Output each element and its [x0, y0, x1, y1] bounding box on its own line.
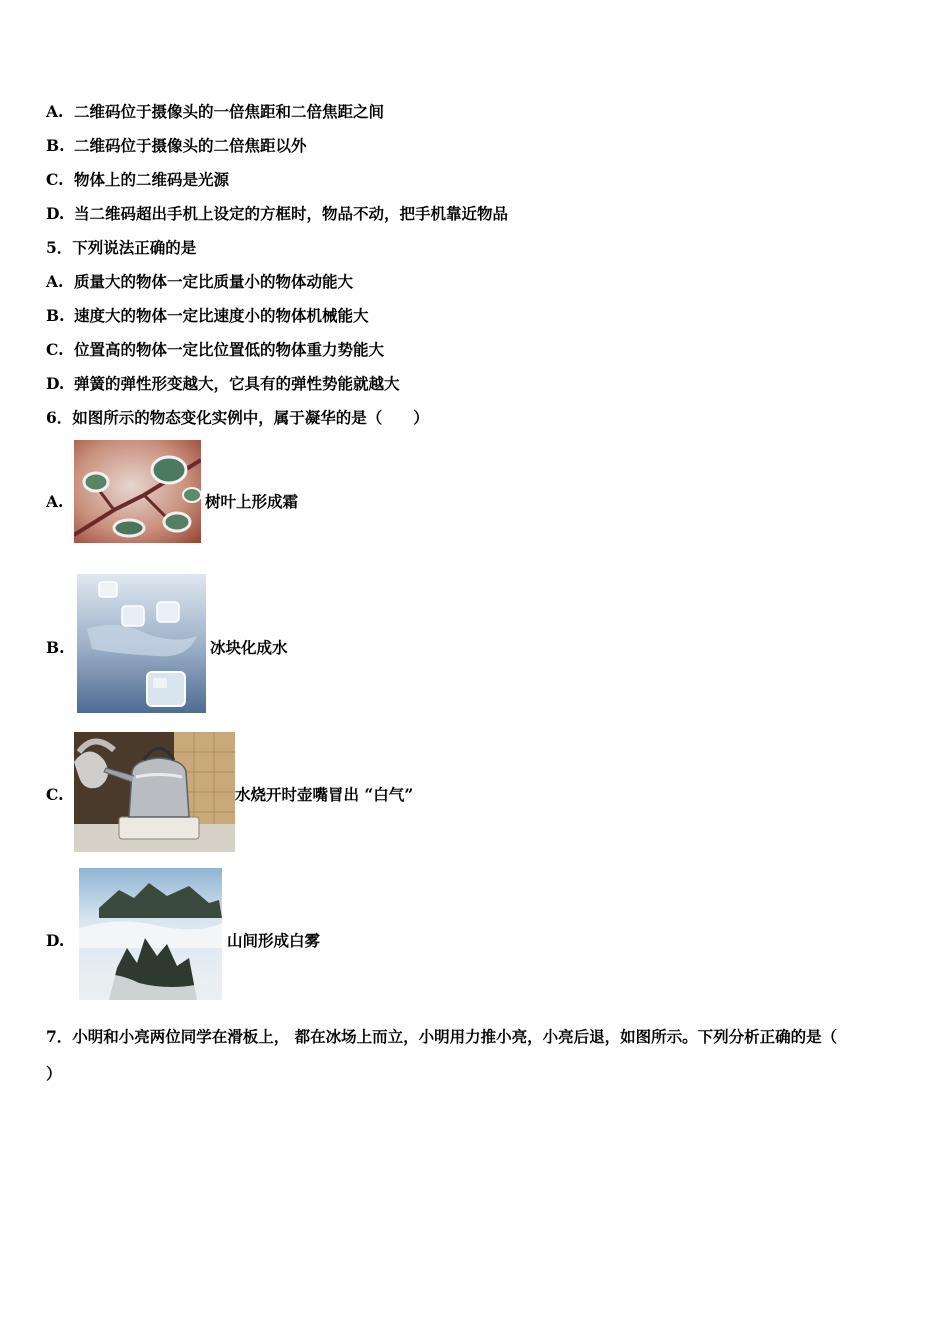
q6-option-d-label: D.: [46, 931, 65, 950]
q4-option-d: [46, 204, 508, 224]
option-label: C.: [46, 340, 64, 359]
q6-option-d-caption: 山间形成白雾: [227, 931, 321, 950]
option-text: 二维码位于摄像头的一倍焦距和二倍焦距之间: [74, 102, 385, 121]
option-label: A.: [46, 102, 64, 121]
option-text: 速度大的物体一定比速度小的物体机械能大: [74, 306, 369, 325]
mountain-fog-image: [79, 868, 222, 1000]
option-text: 弹簧的弹性形变越大，它具有的弹性势能就越大: [74, 374, 400, 393]
q6-option-c-caption: 水烧开时壶嘴冒出 “白气”: [235, 785, 414, 804]
kettle-steam-image: [74, 732, 235, 852]
option-label: D.: [46, 374, 65, 393]
q4-option-c: [46, 170, 229, 190]
q4-option-a: [46, 102, 384, 122]
option-label: B.: [46, 136, 65, 155]
q5-option-c: [46, 340, 384, 360]
q6-option-a-caption: 树叶上形成霜: [205, 492, 299, 511]
option-text: 物体上的二维码是光源: [74, 170, 230, 189]
q5-stem: 5．下列说法正确的是: [46, 238, 197, 257]
option-label: A.: [46, 272, 64, 291]
option-label: C.: [46, 170, 64, 189]
q5-option-a: [46, 272, 353, 292]
option-label: B.: [46, 306, 65, 325]
q5-option-d: [46, 374, 400, 394]
q4-option-b: [46, 136, 307, 156]
q6-option-c-label: C.: [46, 785, 64, 804]
option-text: 质量大的物体一定比质量小的物体动能大: [74, 272, 354, 291]
option-text: 当二维码超出手机上设定的方框时，物品不动，把手机靠近物品: [74, 204, 509, 223]
option-text: 位置高的物体一定比位置低的物体重力势能大: [74, 340, 385, 359]
ice-cubes-image: [77, 574, 206, 713]
frost-leaves-image: [74, 440, 201, 543]
q7-stem: 7．小明和小亮两位同学在滑板上， 都在冰场上而立，小明用力推小亮，小亮后退，如图所示。下列分析正确的是（: [46, 1027, 838, 1046]
q7-stem-end: ）: [46, 1064, 62, 1083]
q6-option-a-label: A.: [46, 492, 64, 511]
q6-option-b-caption: 冰块化成水: [210, 638, 288, 657]
option-text: 二维码位于摄像头的二倍焦距以外: [74, 136, 307, 155]
option-label: D.: [46, 204, 65, 223]
q5-option-b: [46, 306, 369, 326]
q6-option-b-label: B.: [46, 638, 65, 657]
q6-stem: 6．如图所示的物态变化实例中，属于凝华的是（ ）: [46, 408, 429, 427]
